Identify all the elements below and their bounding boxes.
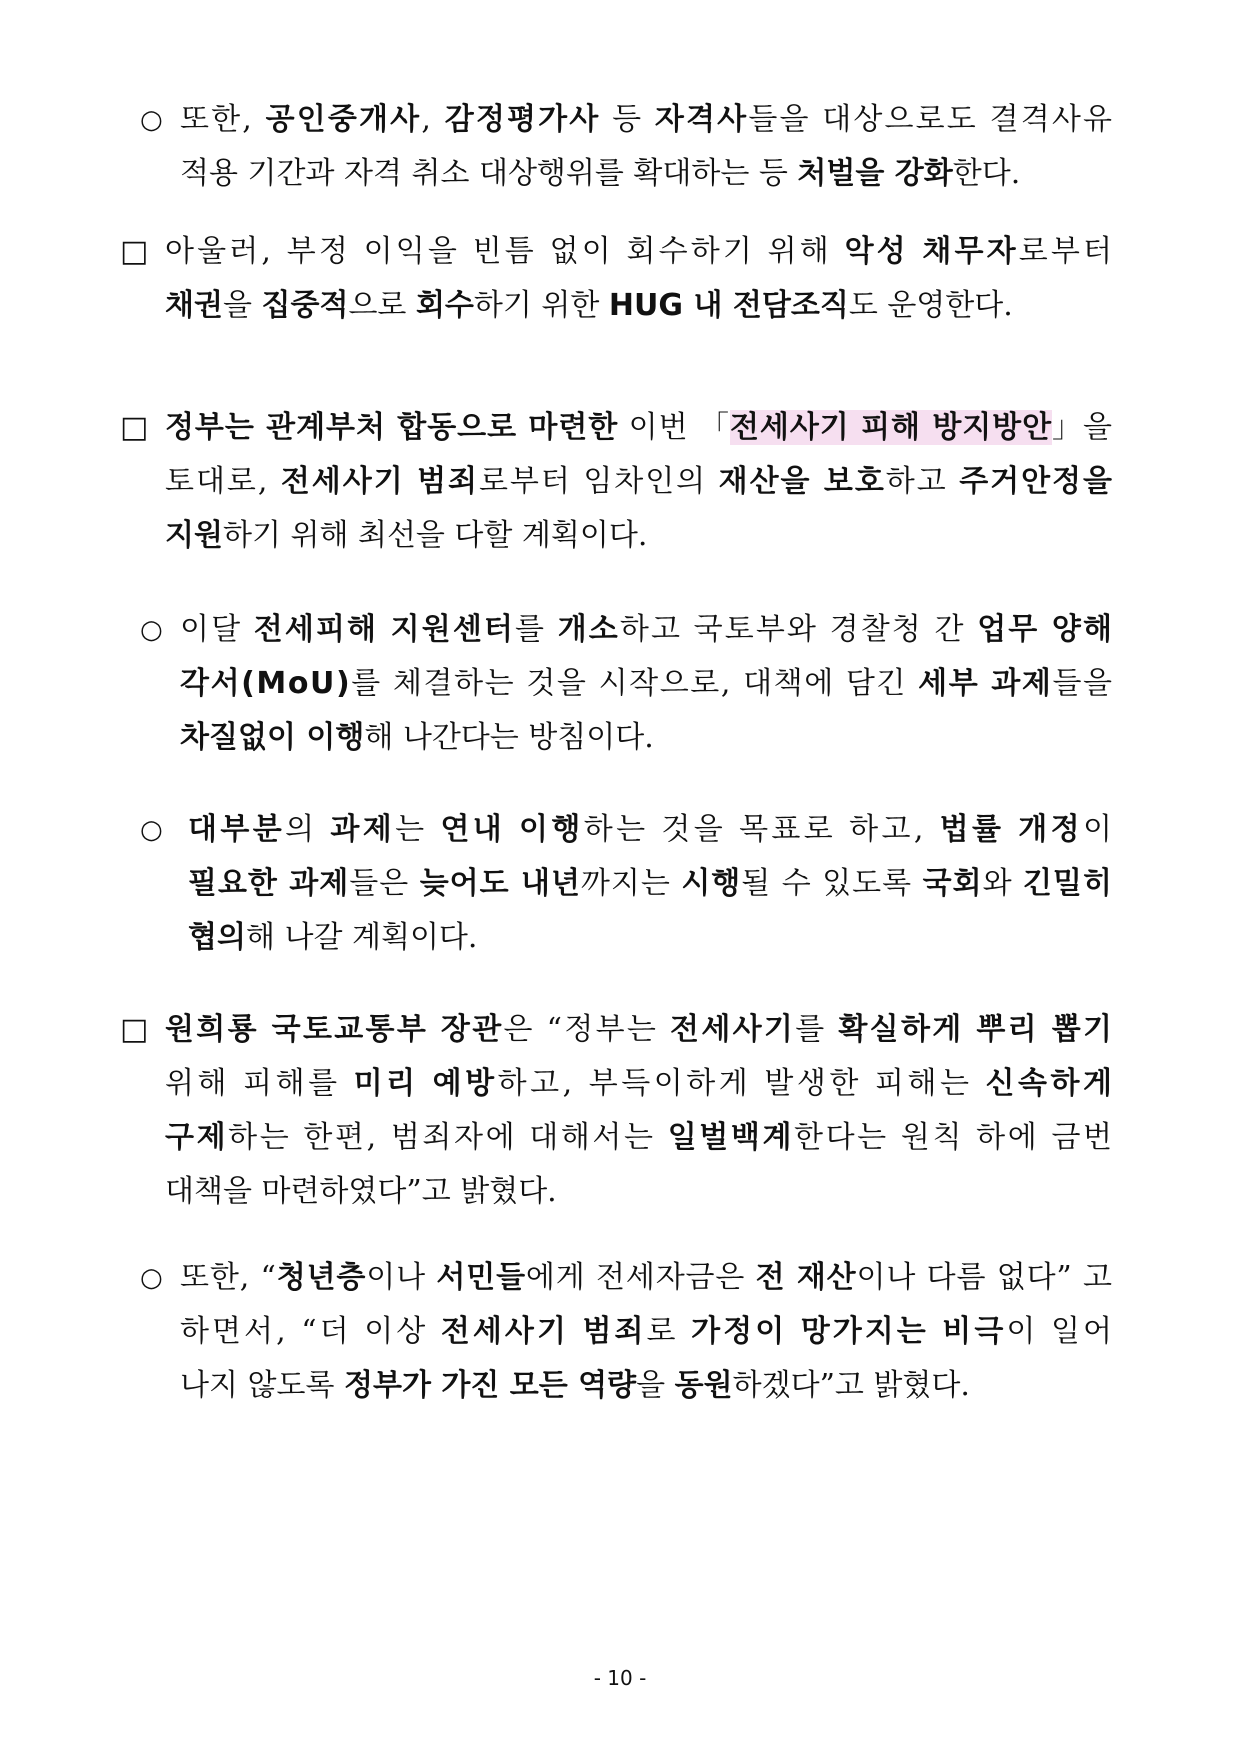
text-line bbox=[180, 100, 1114, 140]
text-line bbox=[165, 1172, 557, 1212]
bold-text: 악성 채무자 bbox=[844, 234, 1019, 269]
plain-text: 는 bbox=[395, 812, 441, 847]
plain-text: 이달 bbox=[180, 612, 254, 647]
text-line bbox=[165, 1064, 1116, 1104]
plain-text: 들을 bbox=[1052, 666, 1114, 701]
circle-bullet-icon: ○ bbox=[140, 105, 163, 135]
text-line bbox=[188, 810, 1115, 850]
bold-text: 신속하게 bbox=[985, 1066, 1116, 1101]
plain-text: , bbox=[421, 102, 445, 137]
bold-text: 연내 이행 bbox=[440, 812, 584, 847]
plain-text: 은 “정부는 bbox=[503, 1012, 671, 1047]
plain-text: 이번 「 bbox=[618, 410, 730, 445]
text-line bbox=[165, 232, 1115, 272]
bold-text: 대부분 bbox=[188, 812, 286, 847]
text-line bbox=[165, 462, 1114, 502]
bold-text: 재산을 보호 bbox=[718, 464, 886, 499]
text-line bbox=[180, 718, 654, 758]
text-line bbox=[180, 1258, 1113, 1298]
bold-text: 서민들 bbox=[436, 1260, 526, 1295]
bold-text: 전 재산 bbox=[755, 1260, 857, 1295]
bold-text: 집중적 bbox=[261, 288, 349, 323]
plain-text: 하기 위해 최선을 다할 계획이다. bbox=[222, 518, 648, 553]
bold-text: 늦어도 내년 bbox=[419, 866, 581, 901]
plain-text: 하고, 부득이하게 발생한 피해는 bbox=[497, 1066, 986, 1101]
text-line bbox=[180, 664, 1114, 704]
bold-text: 정부는 관계부처 합동으로 마련한 bbox=[165, 410, 619, 445]
plain-text: 하는 것을 목표로 하고, bbox=[583, 812, 940, 847]
plain-text: 해 나갈 계획이다. bbox=[245, 920, 478, 955]
plain-text: 적용 기간과 자격 취소 대상행위를 확대하는 등 bbox=[180, 156, 798, 191]
text-line bbox=[165, 516, 647, 556]
plain-text: 로 bbox=[646, 1314, 692, 1349]
bold-text: 세부 과제 bbox=[918, 666, 1053, 701]
bold-text: 필요한 과제 bbox=[188, 866, 350, 901]
square-bullet-icon: □ bbox=[120, 410, 149, 445]
plain-text: 아울러, 부정 이익을 빈틈 없이 회수하기 위해 bbox=[165, 234, 845, 269]
bold-text: 회수 bbox=[415, 288, 474, 323]
bold-text: 가정이 망가지는 비극 bbox=[691, 1314, 1007, 1349]
text-line bbox=[180, 1366, 970, 1406]
plain-text: 으로 bbox=[348, 288, 416, 323]
plain-text: 또한, bbox=[180, 102, 266, 137]
bold-text: 일벌백계 bbox=[667, 1120, 795, 1155]
bold-text: 법률 개정 bbox=[939, 812, 1083, 847]
plain-text: 될 수 있도록 bbox=[741, 866, 923, 901]
bold-text: 감정평가사 bbox=[444, 102, 601, 137]
text-line bbox=[165, 1010, 1114, 1050]
bold-text: 미리 예방 bbox=[353, 1066, 498, 1101]
plain-text: 등 bbox=[600, 102, 655, 137]
bold-text: 긴밀히 bbox=[1023, 866, 1113, 901]
plain-text: 하고 국토부와 경찰청 간 bbox=[619, 612, 978, 647]
text-line bbox=[165, 1118, 1115, 1158]
plain-text: 들을 대상으로도 결격사유 bbox=[748, 102, 1115, 137]
bold-text: HUG 내 전담조직 bbox=[608, 288, 849, 323]
plain-text: 이나 다름 없다” 고 bbox=[856, 1260, 1113, 1295]
bold-text: 개소 bbox=[557, 612, 620, 647]
bold-text: 공인중개사 bbox=[265, 102, 422, 137]
plain-text: 의 bbox=[285, 812, 331, 847]
plain-text: 하기 위한 bbox=[473, 288, 609, 323]
plain-text: 이나 bbox=[366, 1260, 437, 1295]
circle-bullet-icon: ○ bbox=[140, 615, 163, 645]
plain-text: 이 bbox=[1082, 812, 1116, 847]
plain-text: 이 일어 bbox=[1006, 1314, 1116, 1349]
square-bullet-icon: □ bbox=[120, 234, 149, 269]
plain-text: 를 bbox=[514, 612, 558, 647]
plain-text: 로부터 bbox=[1018, 234, 1116, 269]
bold-text: 업무 양해 bbox=[977, 612, 1115, 647]
text-line bbox=[188, 918, 477, 958]
text-line bbox=[188, 864, 1113, 904]
text-line bbox=[180, 154, 1020, 194]
bold-text: 과제 bbox=[330, 812, 396, 847]
plain-text: 한다는 원칙 하에 금번 bbox=[794, 1120, 1115, 1155]
circle-bullet-icon: ○ bbox=[140, 815, 163, 845]
bold-text: 전세사기 bbox=[670, 1012, 796, 1047]
bold-text: 각서(MoU) bbox=[180, 666, 352, 701]
plain-text: 하고 bbox=[885, 464, 960, 499]
bold-text: 협의 bbox=[188, 920, 246, 955]
plain-text: 를 bbox=[795, 1012, 839, 1047]
plain-text: 토대로, bbox=[165, 464, 281, 499]
plain-text: 을 bbox=[636, 1368, 675, 1403]
plain-text: 하겠다”고 밝혔다. bbox=[732, 1368, 970, 1403]
plain-text: 을 bbox=[222, 288, 262, 323]
plain-text: 」을 bbox=[1052, 410, 1113, 445]
text-line bbox=[165, 408, 1113, 448]
bold-text: 지원 bbox=[165, 518, 223, 553]
bold-text: 시행 bbox=[681, 866, 742, 901]
plain-text: 해 나간다는 방침이다. bbox=[364, 720, 654, 755]
bold-text: 전세피해 지원센터 bbox=[253, 612, 515, 647]
plain-text: 또한, “ bbox=[180, 1260, 277, 1295]
page-number: - 10 - bbox=[593, 1666, 647, 1690]
text-line bbox=[180, 610, 1114, 650]
plain-text: 를 체결하는 것을 시작으로, 대책에 담긴 bbox=[351, 666, 919, 701]
plain-text: 하는 한편, 범죄자에 대해서는 bbox=[228, 1120, 668, 1155]
highlighted-title: 전세사기 피해 방지방안 bbox=[729, 410, 1053, 445]
bold-text: 채권 bbox=[165, 288, 223, 323]
bold-text: 동원 bbox=[674, 1368, 733, 1403]
plain-text: 한다. bbox=[952, 156, 1021, 191]
plain-text: 와 bbox=[982, 866, 1024, 901]
text-line bbox=[180, 1312, 1115, 1352]
plain-text: 위해 피해를 bbox=[165, 1066, 354, 1101]
square-bullet-icon: □ bbox=[120, 1012, 149, 1047]
bold-text: 자격사 bbox=[654, 102, 749, 137]
bold-text: 청년층 bbox=[276, 1260, 367, 1295]
plain-text: 도 운영한다. bbox=[848, 288, 1013, 323]
plain-text: 나지 않도록 bbox=[180, 1368, 344, 1403]
plain-text: 로부터 임차인의 bbox=[478, 464, 719, 499]
bold-text: 전세사기 범죄 bbox=[280, 464, 479, 499]
plain-text: 들은 bbox=[349, 866, 420, 901]
plain-text: 하면서, “더 이상 bbox=[180, 1314, 441, 1349]
bold-text: 주거안정을 bbox=[959, 464, 1114, 499]
bold-text: 처벌을 강화 bbox=[797, 156, 953, 191]
plain-text: 에게 전세자금은 bbox=[525, 1260, 756, 1295]
plain-text: 대책을 마련하였다”고 밝혔다. bbox=[165, 1174, 557, 1209]
bold-text: 국회 bbox=[922, 866, 983, 901]
bold-text: 확실하게 뿌리 뽑기 bbox=[838, 1012, 1115, 1047]
text-line bbox=[165, 286, 1013, 326]
bold-text: 원희룡 국토교통부 장관 bbox=[165, 1012, 504, 1047]
bold-text: 정부가 가진 모든 역량 bbox=[343, 1368, 637, 1403]
bold-text: 차질없이 이행 bbox=[180, 720, 365, 755]
circle-bullet-icon: ○ bbox=[140, 1263, 163, 1293]
bold-text: 전세사기 범죄 bbox=[440, 1314, 647, 1349]
bold-text: 구제 bbox=[165, 1120, 229, 1155]
plain-text: 까지는 bbox=[580, 866, 682, 901]
